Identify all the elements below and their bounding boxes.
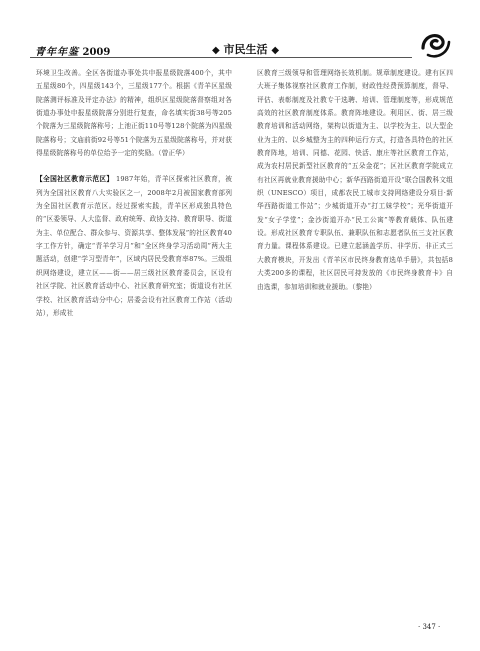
section-header bbox=[212, 41, 279, 57]
left-column bbox=[36, 67, 232, 320]
paragraph-community-education bbox=[36, 173, 232, 320]
right-column bbox=[257, 67, 453, 294]
header-rule bbox=[30, 57, 412, 58]
yearbook-name: 青年年鉴 bbox=[35, 47, 79, 58]
diamond-left-icon: ◆ bbox=[212, 45, 220, 56]
section-title: 市民生活 bbox=[223, 43, 268, 56]
page-header bbox=[0, 0, 480, 62]
paragraph-continued: 区教育三级领导和管理网络长效机制。规章制度建设。建有区四大班子集体视察社区教育工作制，财政性经费预算制度，督导、评估、表彰制度及社教专干选聘、培训、管理制度等，形成规范高效的社区教育制度体系。教育阵地建设。利用区、街、居三级教育培训和活动网络，架构以街道为主、以学校为主、以大型企业为主的、以乡城整为主的四种运行方式，打造各具特色的社区教育阵地，培训、同德、花园、快活、康庄等社区教育工作站，成为农村居民新型社区教育的“五朵金花”；区社区教育学院成立有社区再就业教育援助中心；新华西路街道开设“联合国教科文组织（UNESCO）项目，成都农民工城市支持网络建设分项目·新华西路街道工作站”；少城街道开办“打工妹学校”；光华街道开发“女子学堂”；金沙街道开办“民工公寓”等教育载体、队伍建设。形成社区教育专职队伍、兼职队伍和志愿者队伍三支社区教育力量。课程体系建设。已建立起涵盖学历、非学历、非正式三大教育模块，开发出《青羊区市民终身教育选单手册》，共包括8大类200多的课程，社区居民可持发放的《市民终身教育卡》自由选课，参加培训和就业援助。（黎艳） bbox=[257, 69, 453, 291]
yearbook-year: 2009 bbox=[82, 47, 111, 58]
diamond-right-icon: ◆ bbox=[271, 45, 280, 56]
page-number: · 347 · bbox=[418, 623, 441, 631]
section-heading: 【全国社区教育示范区】 bbox=[36, 175, 114, 184]
paragraph-star-courtyards: 环境卫生改善。全区各街道办事处共申报星级院落400个，其中五星级80个，四星级143个，三星级177个。根据《青羊区星级院落测评标准及评定办法》的精神，组织区星级院落督察组对各街道办事处申报星级院落分别进行复查，命名填实街38号等205个院落为三星级院落称号；上池正街110号等128个院落为四星级院落称号；文庙前街92号等51个院落为五星级院落称号，并对获得星级院落称号的单位给予一定的奖励。（曾正华） bbox=[36, 69, 232, 158]
section-body: 1987年始，青羊区探索社区教育，被列为全国社区教育八大实验区之一，2008年2月被国家教育部列为全国社区教育示范区。经过探索实践，青羊区形成独具特色的“区委领导、人大监督、政府统筹、政协支持、教育职导、街道为主、单位配合、群众参与、资源共享、整体发展”的社区教育40字工作方针，确定“青羊学习月”和“全区终身学习活动周”两大主题活动，创建“学习型青年”，区域内居民受教育率87%。三级组织网络建设，建立区——街——居三级社区教育委员会，区设有社区学院、社区教育活动中心、社区教育研究室；街道设有社区学校、社区教育活动分中心；居委会设有社区教育工作站（活动站），形成社 bbox=[36, 175, 232, 317]
swirl-logo-icon bbox=[418, 28, 452, 60]
yearbook-title bbox=[35, 43, 110, 58]
